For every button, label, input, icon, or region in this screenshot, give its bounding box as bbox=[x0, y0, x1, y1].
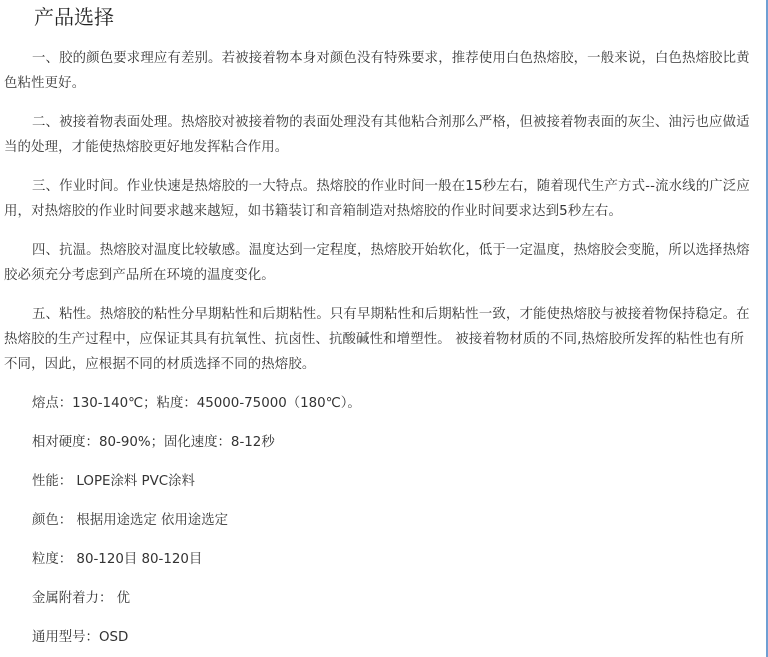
paragraph-working-time: 三、作业时间。作业快速是热熔胶的一大特点。热熔胶的作业时间一般在15秒左右，随着现代生产方式--流水线的广泛应用，对热熔胶的作业时间要求越来越短，如书籍装订和音箱制造对热熔胶的作业时间要求达到5秒左右。 bbox=[4, 179, 750, 219]
spec-color: 颜色： 根据用途选定 依用途选定 bbox=[32, 513, 228, 528]
spec-metal-adhesion: 金属附着力： 优 bbox=[32, 591, 130, 606]
paragraph-temperature-resistance: 四、抗温。热熔胶对温度比较敏感。温度达到一定程度，热熔胶开始软化，低于一定温度，热熔胶会变脆，所以选择热熔胶必须充分考虑到产品所在环境的温度变化。 bbox=[4, 243, 750, 283]
page-title: 产品选择 bbox=[34, 5, 114, 29]
paragraph-surface-treatment: 二、被接着物表面处理。热熔胶对被接着物的表面处理没有其他粘合剂那么严格，但被接着物表面的灰尘、油污也应做适当的处理，才能使热熔胶更好地发挥粘合作用。 bbox=[4, 115, 750, 155]
paragraph-viscosity: 五、粘性。热熔胶的粘性分早期粘性和后期粘性。只有早期粘性和后期粘性一致，才能使热熔胶与被接着物保持稳定。在热熔胶的生产过程中，应保证其具有抗氧性、抗卤性、抗酸碱性和增塑性。 被接着物材质的不同,热熔胶所发挥的粘性也有所不同，因此，应根据不同的材质选择不同的热熔胶。 bbox=[4, 307, 750, 372]
paragraph-color-requirement: 一、胶的颜色要求理应有差别。若被接着物本身对颜色没有特殊要求，推荐使用白色热熔胶，一般来说，白色热熔胶比黄色粘性更好。 bbox=[4, 51, 750, 91]
article-content bbox=[4, 0, 752, 650]
spec-performance: 性能： LOPE涂料 PVC涂料 bbox=[32, 474, 195, 489]
spec-model-number: 通用型号：OSD bbox=[32, 630, 129, 645]
spec-hardness-curing-speed: 相对硬度：80-90%；固化速度：8-12秒 bbox=[32, 435, 275, 450]
spec-particle-size: 粒度： 80-120目 80-120目 bbox=[32, 552, 203, 567]
spec-melting-point-viscosity: 熔点：130-140℃；粘度：45000-75000（180℃）。 bbox=[32, 396, 361, 411]
